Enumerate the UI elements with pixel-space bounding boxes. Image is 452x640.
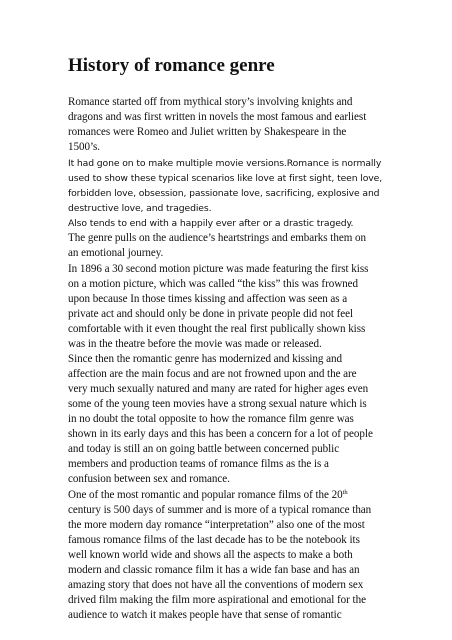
page-title: History of romance genre — [68, 55, 275, 76]
text-line: on a motion picture, which was called “the kiss” this was frowned — [68, 278, 359, 290]
text-line: century is 500 days of summer and is more of a typical romance than — [68, 504, 372, 516]
text-line: private act and should only be done in private people did not feel — [68, 308, 354, 320]
text-line — [68, 488, 371, 503]
text-line: was in the theatre before the movie was made or released. — [68, 338, 322, 350]
paragraph-origins — [68, 95, 366, 155]
text-line: members and production teams of romance films as the is a — [68, 458, 329, 470]
text-line: some of the young teen movies have a strong sexual nature which is — [68, 398, 367, 410]
text-line: in no doubt the total opposite to how the romance film genre was — [68, 413, 354, 425]
text-line: It had gone on to make multiple movie versions.Romance is normally — [68, 158, 382, 169]
text-line: Romance started off from mythical story’s involving knights and — [68, 96, 353, 108]
paragraph-versions — [68, 156, 382, 231]
text-line: very much sexually natured and many are rated for higher ages even — [68, 383, 369, 395]
text-line: confusion between sex and romance. — [68, 473, 230, 485]
text-line: the more modern day romance “interpretation” also one of the most — [68, 519, 365, 531]
text-line: dragons and was first written in novels the most famous and earliest — [68, 111, 367, 123]
text-line: In 1896 a 30 second motion picture was made featuring the first kiss — [68, 263, 369, 275]
text-line: modern and classic romance film it has a wide fan base and has an — [68, 564, 360, 576]
text-line: forbidden love, obsession, passionate love, sacrificing, explosive and — [68, 188, 380, 199]
paragraph-modernized — [68, 352, 373, 487]
paragraph-heartstrings — [68, 231, 366, 261]
text-line: The genre pulls on the audience’s heartstrings and embarks them on — [68, 232, 366, 244]
text-line: used to show these typical scenarios like love at first sight, teen love, — [68, 173, 383, 184]
text-line: destructive love, and tragedies. — [68, 203, 212, 214]
text-line: affection are the main focus and are not frowned upon and the are — [68, 368, 357, 380]
text-line: shown in its early days and this has been a concern for a lot of people — [68, 428, 373, 440]
text-line: romances were Romeo and Juliet written by Shakespeare in the — [68, 126, 347, 138]
text-line: comfortable with it even thought the real first publically shown kiss — [68, 323, 366, 335]
text-line: famous romance films of the last decade has to be the notebook its — [68, 534, 360, 546]
text-line: 1500’s. — [68, 141, 101, 153]
text-line: and today is still an on going battle between concerned public — [68, 443, 340, 455]
text-line: well known world wide and shows all the aspects to make a both — [68, 549, 353, 561]
text-line: audience to watch it makes people have that sense of romantic — [68, 609, 342, 621]
text-line: an emotional journey. — [68, 247, 164, 259]
paragraph-popular-films — [68, 488, 371, 623]
paragraph-first-kiss — [68, 262, 368, 352]
superscript: th — [342, 489, 348, 496]
text-line: amazing story that does not have all the conventions of modern sex — [68, 579, 364, 591]
text-line: Since then the romantic genre has modernized and kissing and — [68, 353, 342, 365]
line-text: One of the most romantic and popular romance films of the 20 — [68, 489, 343, 501]
text-line: Also tends to end with a happily ever after or a drastic tragedy. — [68, 218, 354, 229]
text-line: drived film making the film more aspirational and emotional for the — [68, 594, 366, 606]
text-line: upon because In those times kissing and affection was seen as a — [68, 293, 348, 305]
